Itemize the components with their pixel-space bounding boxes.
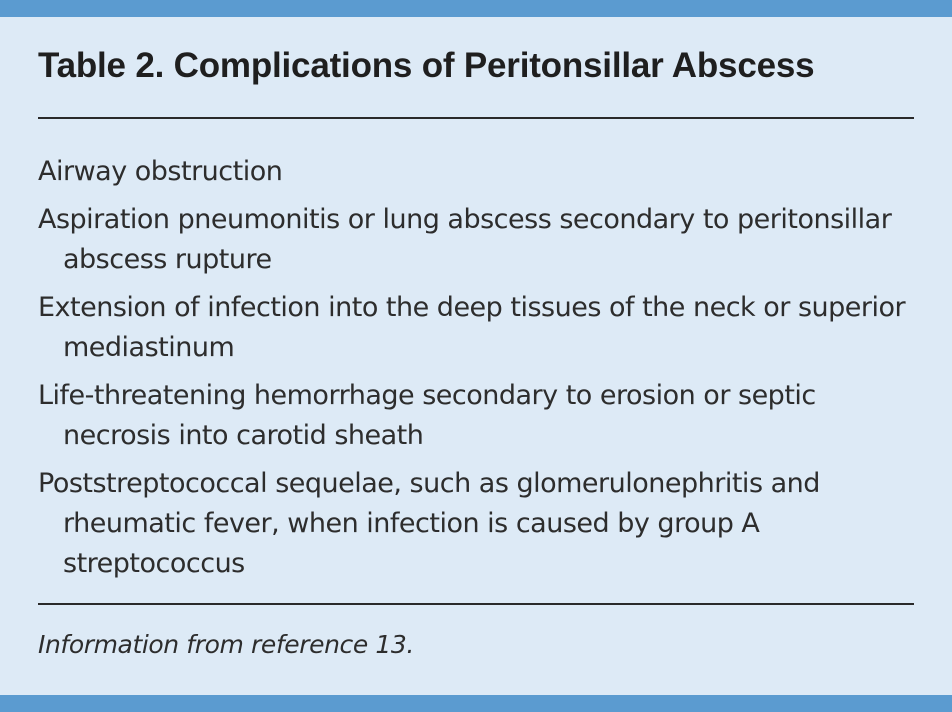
list-item: Aspiration pneumonitis or lung abscess secondary to peritonsillar abscess rupture bbox=[38, 204, 892, 275]
top-accent-bar bbox=[0, 0, 952, 17]
bottom-accent-bar bbox=[0, 695, 952, 712]
table-title: Table 2. Complications of Peritonsillar Abscess bbox=[38, 46, 815, 85]
list-item: Life-threatening hemorrhage secondary to erosion or septic necrosis into carotid sheath bbox=[38, 380, 816, 451]
source-footnote: Information from reference 13. bbox=[38, 630, 414, 659]
bottom-divider bbox=[38, 603, 914, 605]
complications-list bbox=[38, 152, 918, 592]
list-item: Poststreptococcal sequelae, such as glomerulonephritis and rheumatic fever, when infection is caused by group A streptococcus bbox=[38, 468, 820, 579]
list-item: Extension of infection into the deep tissues of the neck or superior mediastinum bbox=[38, 292, 906, 363]
top-divider bbox=[38, 117, 914, 119]
list-item: Airway obstruction bbox=[38, 156, 283, 187]
